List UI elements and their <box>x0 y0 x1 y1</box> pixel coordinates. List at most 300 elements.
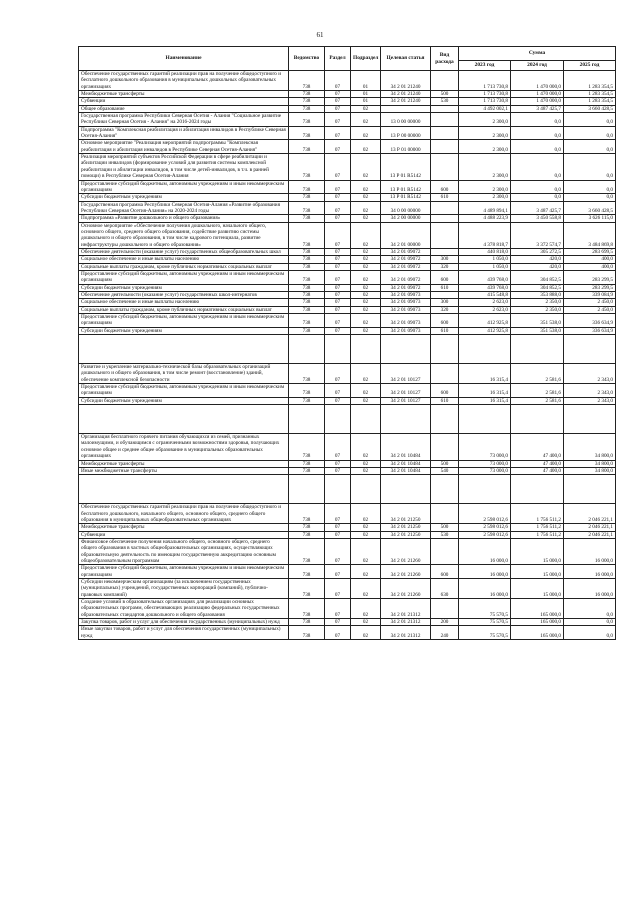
cell-name: Организация бесплатного горячего питания обучающихся из семей, признанных малоимущими, и обучающимся с ограниченными возможностями здоровья, получающих основное общее и среднее общее образование в муниципальных образовательных организациях <box>79 434 289 460</box>
cell-dept: 738 <box>289 327 325 334</box>
table-row <box>79 405 616 434</box>
cell-2023: 16 000,0 <box>459 538 511 564</box>
cell-dept: 738 <box>289 91 325 98</box>
cell-subsection: 02 <box>351 524 381 531</box>
cell-section: 07 <box>325 397 351 404</box>
cell-dept: 738 <box>289 222 325 248</box>
cell-2023: 439 768,0 <box>459 284 511 291</box>
cell-2025: 34 800,0 <box>564 467 616 474</box>
cell-2025: 2 343,0 <box>564 364 616 384</box>
cell-2025: 34 800,0 <box>564 460 616 467</box>
cell-2025: 339 084,9 <box>564 292 616 299</box>
cell-expense-type <box>431 364 459 384</box>
cell-expense-type: 600 <box>431 270 459 284</box>
cell-name: Субсидии бюджетным учреждениям <box>79 194 289 201</box>
cell-subsection: 02 <box>351 256 381 263</box>
table-row <box>79 364 616 384</box>
cell-expense-type: 610 <box>431 284 459 291</box>
cell-subsection: 02 <box>351 626 381 640</box>
header-section: Раздел <box>325 47 351 71</box>
cell-section: 07 <box>325 327 351 334</box>
cell-target: 34 2 01 10127 <box>381 364 431 384</box>
cell-2023: 2 598 012,6 <box>459 524 511 531</box>
cell-target: 13 Р 01 R5142 <box>381 194 431 201</box>
cell-dept: 738 <box>289 154 325 180</box>
cell-dept: 738 <box>289 215 325 222</box>
cell-name: Предоставление субсидий бюджетным, автономным учреждениям и иным некоммерческим организациям <box>79 565 289 579</box>
cell-2024: 351 538,0 <box>511 327 564 334</box>
table-row <box>79 335 616 364</box>
cell-name: Иные межбюджетные трансферты <box>79 467 289 474</box>
cell-section: 07 <box>325 91 351 98</box>
table-row <box>79 565 616 579</box>
cell-2024: 1 470 000,0 <box>511 71 564 91</box>
cell-section <box>325 475 351 504</box>
cell-target: 13 Р 01 R5142 <box>381 180 431 194</box>
cell-name: Социальное обеспечение и иные выплаты населению <box>79 299 289 306</box>
cell-2025: 0,0 <box>564 619 616 626</box>
cell-2025: 283 699,5 <box>564 248 616 255</box>
cell-dept: 738 <box>289 504 325 524</box>
cell-2023: 1 713 730,8 <box>459 71 511 91</box>
cell-2024: 0,0 <box>511 194 564 201</box>
cell-expense-type <box>431 335 459 364</box>
cell-expense-type <box>431 113 459 127</box>
cell-2023: 412 925,8 <box>459 327 511 334</box>
cell-expense-type: 300 <box>431 256 459 263</box>
cell-2025: 16 000,0 <box>564 578 616 598</box>
cell-dept: 738 <box>289 256 325 263</box>
cell-2023: 73 000,0 <box>459 460 511 467</box>
cell-expense-type: 600 <box>431 314 459 328</box>
cell-target: 34 2 01 00000 <box>381 222 431 248</box>
cell-dept: 738 <box>289 626 325 640</box>
cell-subsection: 02 <box>351 194 381 201</box>
cell-2024: 1 756 511,2 <box>511 531 564 538</box>
table-row <box>79 284 616 291</box>
cell-dept: 738 <box>289 599 325 619</box>
cell-2023: 1 050,0 <box>459 263 511 270</box>
cell-name: Реализация мероприятий субъектов Российской Федерации в сфере реабилитации и абилитации инвалидов (формирование условий для развития системы комплексной реабилитации и абилитации инвалидов, в том числе детей-инвалидов, в т.ч. в ранней помощи) в Республике Северная Осетия-Алания <box>79 154 289 180</box>
cell-expense-type <box>431 292 459 299</box>
cell-2025: 2 046 221,1 <box>564 504 616 524</box>
table-row <box>79 578 616 598</box>
cell-subsection: 02 <box>351 314 381 328</box>
cell-expense-type: 320 <box>431 306 459 313</box>
cell-section: 07 <box>325 467 351 474</box>
cell-2025: 3 660 428,5 <box>564 201 616 215</box>
cell-subsection: 01 <box>351 91 381 98</box>
cell-2023: 2 300,0 <box>459 126 511 140</box>
cell-2025: 0,0 <box>564 194 616 201</box>
cell-subsection: 01 <box>351 71 381 91</box>
cell-2023: 2 598 012,6 <box>459 531 511 538</box>
cell-2023: 16 000,0 <box>459 565 511 579</box>
cell-2025: 0,0 <box>564 599 616 619</box>
cell-dept: 738 <box>289 578 325 598</box>
cell-subsection: 02 <box>351 467 381 474</box>
cell-expense-type: 200 <box>431 619 459 626</box>
cell-target: 34 2 01 21240 <box>381 71 431 91</box>
cell-2025: 2 450,0 <box>564 306 616 313</box>
cell-name: Субсидии бюджетным учреждениям <box>79 284 289 291</box>
cell-2023: 73 000,0 <box>459 467 511 474</box>
cell-section: 07 <box>325 314 351 328</box>
cell-subsection: 02 <box>351 126 381 140</box>
cell-2025: 336 634,9 <box>564 327 616 334</box>
cell-target <box>381 105 431 112</box>
cell-expense-type: 530 <box>431 531 459 538</box>
table-row <box>79 222 616 248</box>
cell-2023 <box>459 405 511 434</box>
table-row <box>79 71 616 91</box>
cell-2024: 351 538,0 <box>511 314 564 328</box>
cell-target: 34 2 01 21250 <box>381 524 431 531</box>
cell-2024: 420,0 <box>511 256 564 263</box>
cell-target: 34 2 01 21240 <box>381 91 431 98</box>
cell-dept: 738 <box>289 248 325 255</box>
cell-expense-type: 610 <box>431 327 459 334</box>
cell-2024 <box>511 475 564 504</box>
cell-2025: 3 484 869,8 <box>564 222 616 248</box>
cell-dept: 738 <box>289 284 325 291</box>
cell-2025 <box>564 335 616 364</box>
cell-2025: 0,0 <box>564 154 616 180</box>
cell-name: Общее образование <box>79 105 289 112</box>
cell-target: 34 2 01 09072 <box>381 256 431 263</box>
cell-subsection: 02 <box>351 531 381 538</box>
cell-2024: 1 470 000,0 <box>511 91 564 98</box>
cell-target: 34 2 01 10127 <box>381 384 431 398</box>
cell-2024: 3 487 425,7 <box>511 105 564 112</box>
cell-subsection: 02 <box>351 299 381 306</box>
cell-section: 07 <box>325 306 351 313</box>
cell-2024: 0,0 <box>511 126 564 140</box>
cell-expense-type <box>431 71 459 91</box>
table-row <box>79 248 616 255</box>
cell-2023: 2 598 012,6 <box>459 504 511 524</box>
cell-dept: 738 <box>289 384 325 398</box>
cell-dept: 738 <box>289 113 325 127</box>
cell-2024: 2 581,6 <box>511 364 564 384</box>
cell-target: 34 2 01 21260 <box>381 538 431 564</box>
cell-target: 34 2 01 10484 <box>381 467 431 474</box>
cell-name: Подпрограмма "Комплексная реабилитация и абилитация инвалидов в Республике Северная Осетия-Алания" <box>79 126 289 140</box>
cell-name: Развитие и укрепление материально-технической базы образовательных организаций дошкольного и общего образования, в том числе ремонт (восстановление) зданий, обеспечение комплексной безопасности <box>79 364 289 384</box>
cell-2024: 165 000,0 <box>511 619 564 626</box>
cell-2024: 1 756 511,2 <box>511 504 564 524</box>
table-body <box>79 71 616 640</box>
cell-dept <box>289 405 325 434</box>
cell-target: 34 2 01 21312 <box>381 619 431 626</box>
cell-section: 07 <box>325 194 351 201</box>
cell-section: 07 <box>325 105 351 112</box>
cell-subsection: 02 <box>351 263 381 270</box>
cell-target <box>381 405 431 434</box>
cell-2024 <box>511 405 564 434</box>
table-row <box>79 215 616 222</box>
cell-2024: 420,0 <box>511 263 564 270</box>
cell-2025: 0,0 <box>564 626 616 640</box>
cell-2025: 2 046 221,1 <box>564 524 616 531</box>
cell-2023: 4 378 818,7 <box>459 222 511 248</box>
cell-name: Субвенции <box>79 98 289 105</box>
table-row <box>79 299 616 306</box>
cell-expense-type <box>431 140 459 154</box>
cell-section: 07 <box>325 180 351 194</box>
cell-2023: 439 768,0 <box>459 270 511 284</box>
cell-subsection: 02 <box>351 327 381 334</box>
table-row <box>79 397 616 404</box>
header-name: Наименование <box>79 47 289 71</box>
header-year-2024: 2024 год <box>511 61 564 71</box>
cell-subsection: 01 <box>351 98 381 105</box>
table-row <box>79 460 616 467</box>
cell-2023: 4 492 002,1 <box>459 105 511 112</box>
table-row <box>79 327 616 334</box>
cell-2025: 1 283 354,5 <box>564 98 616 105</box>
cell-subsection: 02 <box>351 215 381 222</box>
cell-section: 07 <box>325 531 351 538</box>
cell-2024: 47 400,0 <box>511 460 564 467</box>
cell-expense-type <box>431 215 459 222</box>
cell-2025: 336 634,9 <box>564 314 616 328</box>
cell-2023: 75 570,5 <box>459 599 511 619</box>
cell-expense-type: 540 <box>431 467 459 474</box>
cell-2023: 2 300,0 <box>459 194 511 201</box>
cell-name: Межбюджетные трансферты <box>79 524 289 531</box>
cell-name: Межбюджетные трансферты <box>79 460 289 467</box>
cell-2024: 3 450 558,8 <box>511 215 564 222</box>
cell-2025 <box>564 405 616 434</box>
cell-name: Обеспечение деятельности (оказание услуг) государственных общеобразовательных школ <box>79 248 289 255</box>
cell-2024: 1 756 511,2 <box>511 524 564 531</box>
cell-section: 07 <box>325 222 351 248</box>
cell-target: 34 2 01 10484 <box>381 460 431 467</box>
cell-expense-type <box>431 201 459 215</box>
cell-target: 34 2 00 00000 <box>381 215 431 222</box>
cell-2025: 0,0 <box>564 113 616 127</box>
cell-2025: 16 000,0 <box>564 538 616 564</box>
cell-name <box>79 405 289 434</box>
cell-expense-type: 300 <box>431 299 459 306</box>
cell-target: 13 Р 01 00000 <box>381 140 431 154</box>
cell-2024: 15 000,0 <box>511 565 564 579</box>
cell-2023: 16 315,4 <box>459 384 511 398</box>
cell-name: Государственная программа Республики Северная Осетия - Алания "Социальное развитие Республики Северная Осетия - Алания" на 2016-2024 годы <box>79 113 289 127</box>
table-row <box>79 98 616 105</box>
cell-dept: 738 <box>289 306 325 313</box>
cell-2023: 440 818,0 <box>459 248 511 255</box>
cell-section: 07 <box>325 248 351 255</box>
cell-target: 34 2 01 21250 <box>381 504 431 524</box>
cell-subsection: 02 <box>351 384 381 398</box>
cell-target: 34 2 01 21250 <box>381 531 431 538</box>
cell-subsection <box>351 335 381 364</box>
cell-target: 34 2 01 21260 <box>381 578 431 598</box>
cell-dept: 738 <box>289 538 325 564</box>
cell-subsection: 02 <box>351 599 381 619</box>
cell-2024: 2 350,0 <box>511 299 564 306</box>
table-row <box>79 180 616 194</box>
header-dept: Ведомство <box>289 47 325 71</box>
cell-2024: 15 000,0 <box>511 538 564 564</box>
cell-2023: 16 315,4 <box>459 397 511 404</box>
cell-subsection: 02 <box>351 538 381 564</box>
cell-section: 07 <box>325 256 351 263</box>
cell-2024: 165 000,0 <box>511 626 564 640</box>
cell-2025: 1 283 354,5 <box>564 91 616 98</box>
cell-subsection: 02 <box>351 180 381 194</box>
cell-2025: 283 299,5 <box>564 284 616 291</box>
cell-2024: 0,0 <box>511 154 564 180</box>
cell-dept: 738 <box>289 140 325 154</box>
table-row <box>79 292 616 299</box>
cell-target: 34 2 01 09072 <box>381 270 431 284</box>
cell-expense-type: 610 <box>431 397 459 404</box>
cell-name: Создание условий в образовательных организациях для реализации основных образовательных программ, обеспечивающих реализацию федеральных государственных образовательных стандартов дошкольного и общего образования <box>79 599 289 619</box>
cell-name: Предоставление субсидий бюджетным, автономным учреждениям и иным некоммерческим организациям <box>79 384 289 398</box>
table-row <box>79 263 616 270</box>
cell-2023: 75 570,5 <box>459 619 511 626</box>
cell-name: Субсидии бюджетным учреждениям <box>79 327 289 334</box>
cell-2025: 2 343,0 <box>564 384 616 398</box>
cell-expense-type: 500 <box>431 91 459 98</box>
cell-dept: 738 <box>289 565 325 579</box>
table-row <box>79 599 616 619</box>
cell-expense-type <box>431 105 459 112</box>
cell-section: 07 <box>325 201 351 215</box>
cell-section: 07 <box>325 578 351 598</box>
cell-2024 <box>511 335 564 364</box>
cell-2024: 0,0 <box>511 180 564 194</box>
cell-2023: 412 925,8 <box>459 314 511 328</box>
cell-2023: 2 623,0 <box>459 299 511 306</box>
cell-dept: 738 <box>289 397 325 404</box>
cell-name: Государственная программа Республики Северная Осетия-Алания «Развитие образования Республики Северная Осетия-Алания» на 2020-2024 годы <box>79 201 289 215</box>
cell-expense-type <box>431 504 459 524</box>
cell-2023: 2 300,0 <box>459 113 511 127</box>
cell-name: Субвенции <box>79 531 289 538</box>
cell-target: 34 0 00 00000 <box>381 201 431 215</box>
cell-subsection: 02 <box>351 140 381 154</box>
table-row <box>79 201 616 215</box>
cell-name: Финансовое обеспечение получения начального общего, основного общего, среднего общего образования в частных общеобразовательных организациях, осуществляющих образовательную деятельность по имеющим государственную аккредитацию основным общеобразовательным программам <box>79 538 289 564</box>
cell-name: Иные закупки товаров, работ и услуг для обеспечения государственных (муниципальных) нужд <box>79 626 289 640</box>
cell-2025 <box>564 475 616 504</box>
cell-section: 07 <box>325 565 351 579</box>
cell-target: 13 Р 01 R5142 <box>381 154 431 180</box>
cell-2023: 1 050,0 <box>459 256 511 263</box>
cell-section: 07 <box>325 538 351 564</box>
cell-2025: 0,0 <box>564 180 616 194</box>
cell-subsection <box>351 405 381 434</box>
cell-subsection: 02 <box>351 222 381 248</box>
cell-dept: 738 <box>289 364 325 384</box>
cell-name: Социальное обеспечение и иные выплаты населению <box>79 256 289 263</box>
cell-dept: 738 <box>289 180 325 194</box>
cell-2024: 353 888,0 <box>511 292 564 299</box>
page-number: 61 <box>316 31 324 39</box>
cell-expense-type: 630 <box>431 578 459 598</box>
cell-expense-type: 500 <box>431 524 459 531</box>
cell-2023: 1 713 730,8 <box>459 98 511 105</box>
cell-subsection: 02 <box>351 397 381 404</box>
cell-target: 34 2 01 21312 <box>381 626 431 640</box>
header-subsection: Подраздел <box>351 47 381 71</box>
cell-subsection: 02 <box>351 565 381 579</box>
cell-subsection: 02 <box>351 619 381 626</box>
cell-expense-type <box>431 126 459 140</box>
cell-subsection: 02 <box>351 578 381 598</box>
header-year-2023: 2023 год <box>459 61 511 71</box>
cell-target: 34 2 01 09073 <box>381 306 431 313</box>
table-row <box>79 306 616 313</box>
table-row <box>79 126 616 140</box>
cell-section: 07 <box>325 284 351 291</box>
table-row <box>79 538 616 564</box>
cell-2025: 400,0 <box>564 256 616 263</box>
cell-section <box>325 405 351 434</box>
cell-dept: 738 <box>289 98 325 105</box>
cell-dept: 738 <box>289 299 325 306</box>
cell-section: 07 <box>325 524 351 531</box>
cell-name: Социальные выплаты гражданам, кроме публичных нормативных социальных выплат <box>79 306 289 313</box>
table-row <box>79 434 616 460</box>
cell-2024: 47 400,0 <box>511 467 564 474</box>
cell-expense-type: 600 <box>431 565 459 579</box>
table-row <box>79 384 616 398</box>
cell-2025: 1 283 354,5 <box>564 71 616 91</box>
cell-target: 34 2 01 09073 <box>381 292 431 299</box>
cell-2024: 2 581,6 <box>511 397 564 404</box>
cell-2025: 2 343,0 <box>564 397 616 404</box>
cell-2023: 16 315,4 <box>459 364 511 384</box>
cell-dept: 738 <box>289 292 325 299</box>
cell-2023: 2 623,0 <box>459 306 511 313</box>
cell-dept <box>289 475 325 504</box>
cell-subsection: 02 <box>351 364 381 384</box>
cell-name: Обеспечение государственных гарантий реализации прав на получение общедоступного и бесплатного дошкольного образования в муниципальных дошкольных образовательных организациях <box>79 71 289 91</box>
table-row <box>79 504 616 524</box>
cell-2023: 2 300,0 <box>459 180 511 194</box>
cell-2025: 283 299,5 <box>564 270 616 284</box>
cell-name: Предоставление субсидий бюджетным, автономным учреждениям и иным некоммерческим организациям <box>79 314 289 328</box>
cell-section: 07 <box>325 599 351 619</box>
cell-target: 34 2 01 09073 <box>381 299 431 306</box>
table-row <box>79 524 616 531</box>
cell-2024: 305 272,5 <box>511 248 564 255</box>
cell-name <box>79 475 289 504</box>
cell-subsection: 02 <box>351 154 381 180</box>
cell-subsection: 02 <box>351 284 381 291</box>
cell-dept: 738 <box>289 194 325 201</box>
cell-name: Подпрограмма «Развитие дошкольного и общего образования» <box>79 215 289 222</box>
cell-2025: 400,0 <box>564 263 616 270</box>
cell-expense-type <box>431 434 459 460</box>
cell-2024: 2 581,6 <box>511 384 564 398</box>
cell-name: Социальные выплаты гражданам, кроме публичных нормативных социальных выплат <box>79 263 289 270</box>
cell-dept: 738 <box>289 126 325 140</box>
cell-expense-type: 500 <box>431 460 459 467</box>
cell-target: 34 2 01 10127 <box>381 397 431 404</box>
cell-2025: 16 000,0 <box>564 565 616 579</box>
cell-2025: 0,0 <box>564 140 616 154</box>
cell-2023: 2 300,0 <box>459 140 511 154</box>
cell-2023: 73 000,0 <box>459 434 511 460</box>
cell-subsection: 02 <box>351 248 381 255</box>
cell-2023: 4 489 894,1 <box>459 201 511 215</box>
